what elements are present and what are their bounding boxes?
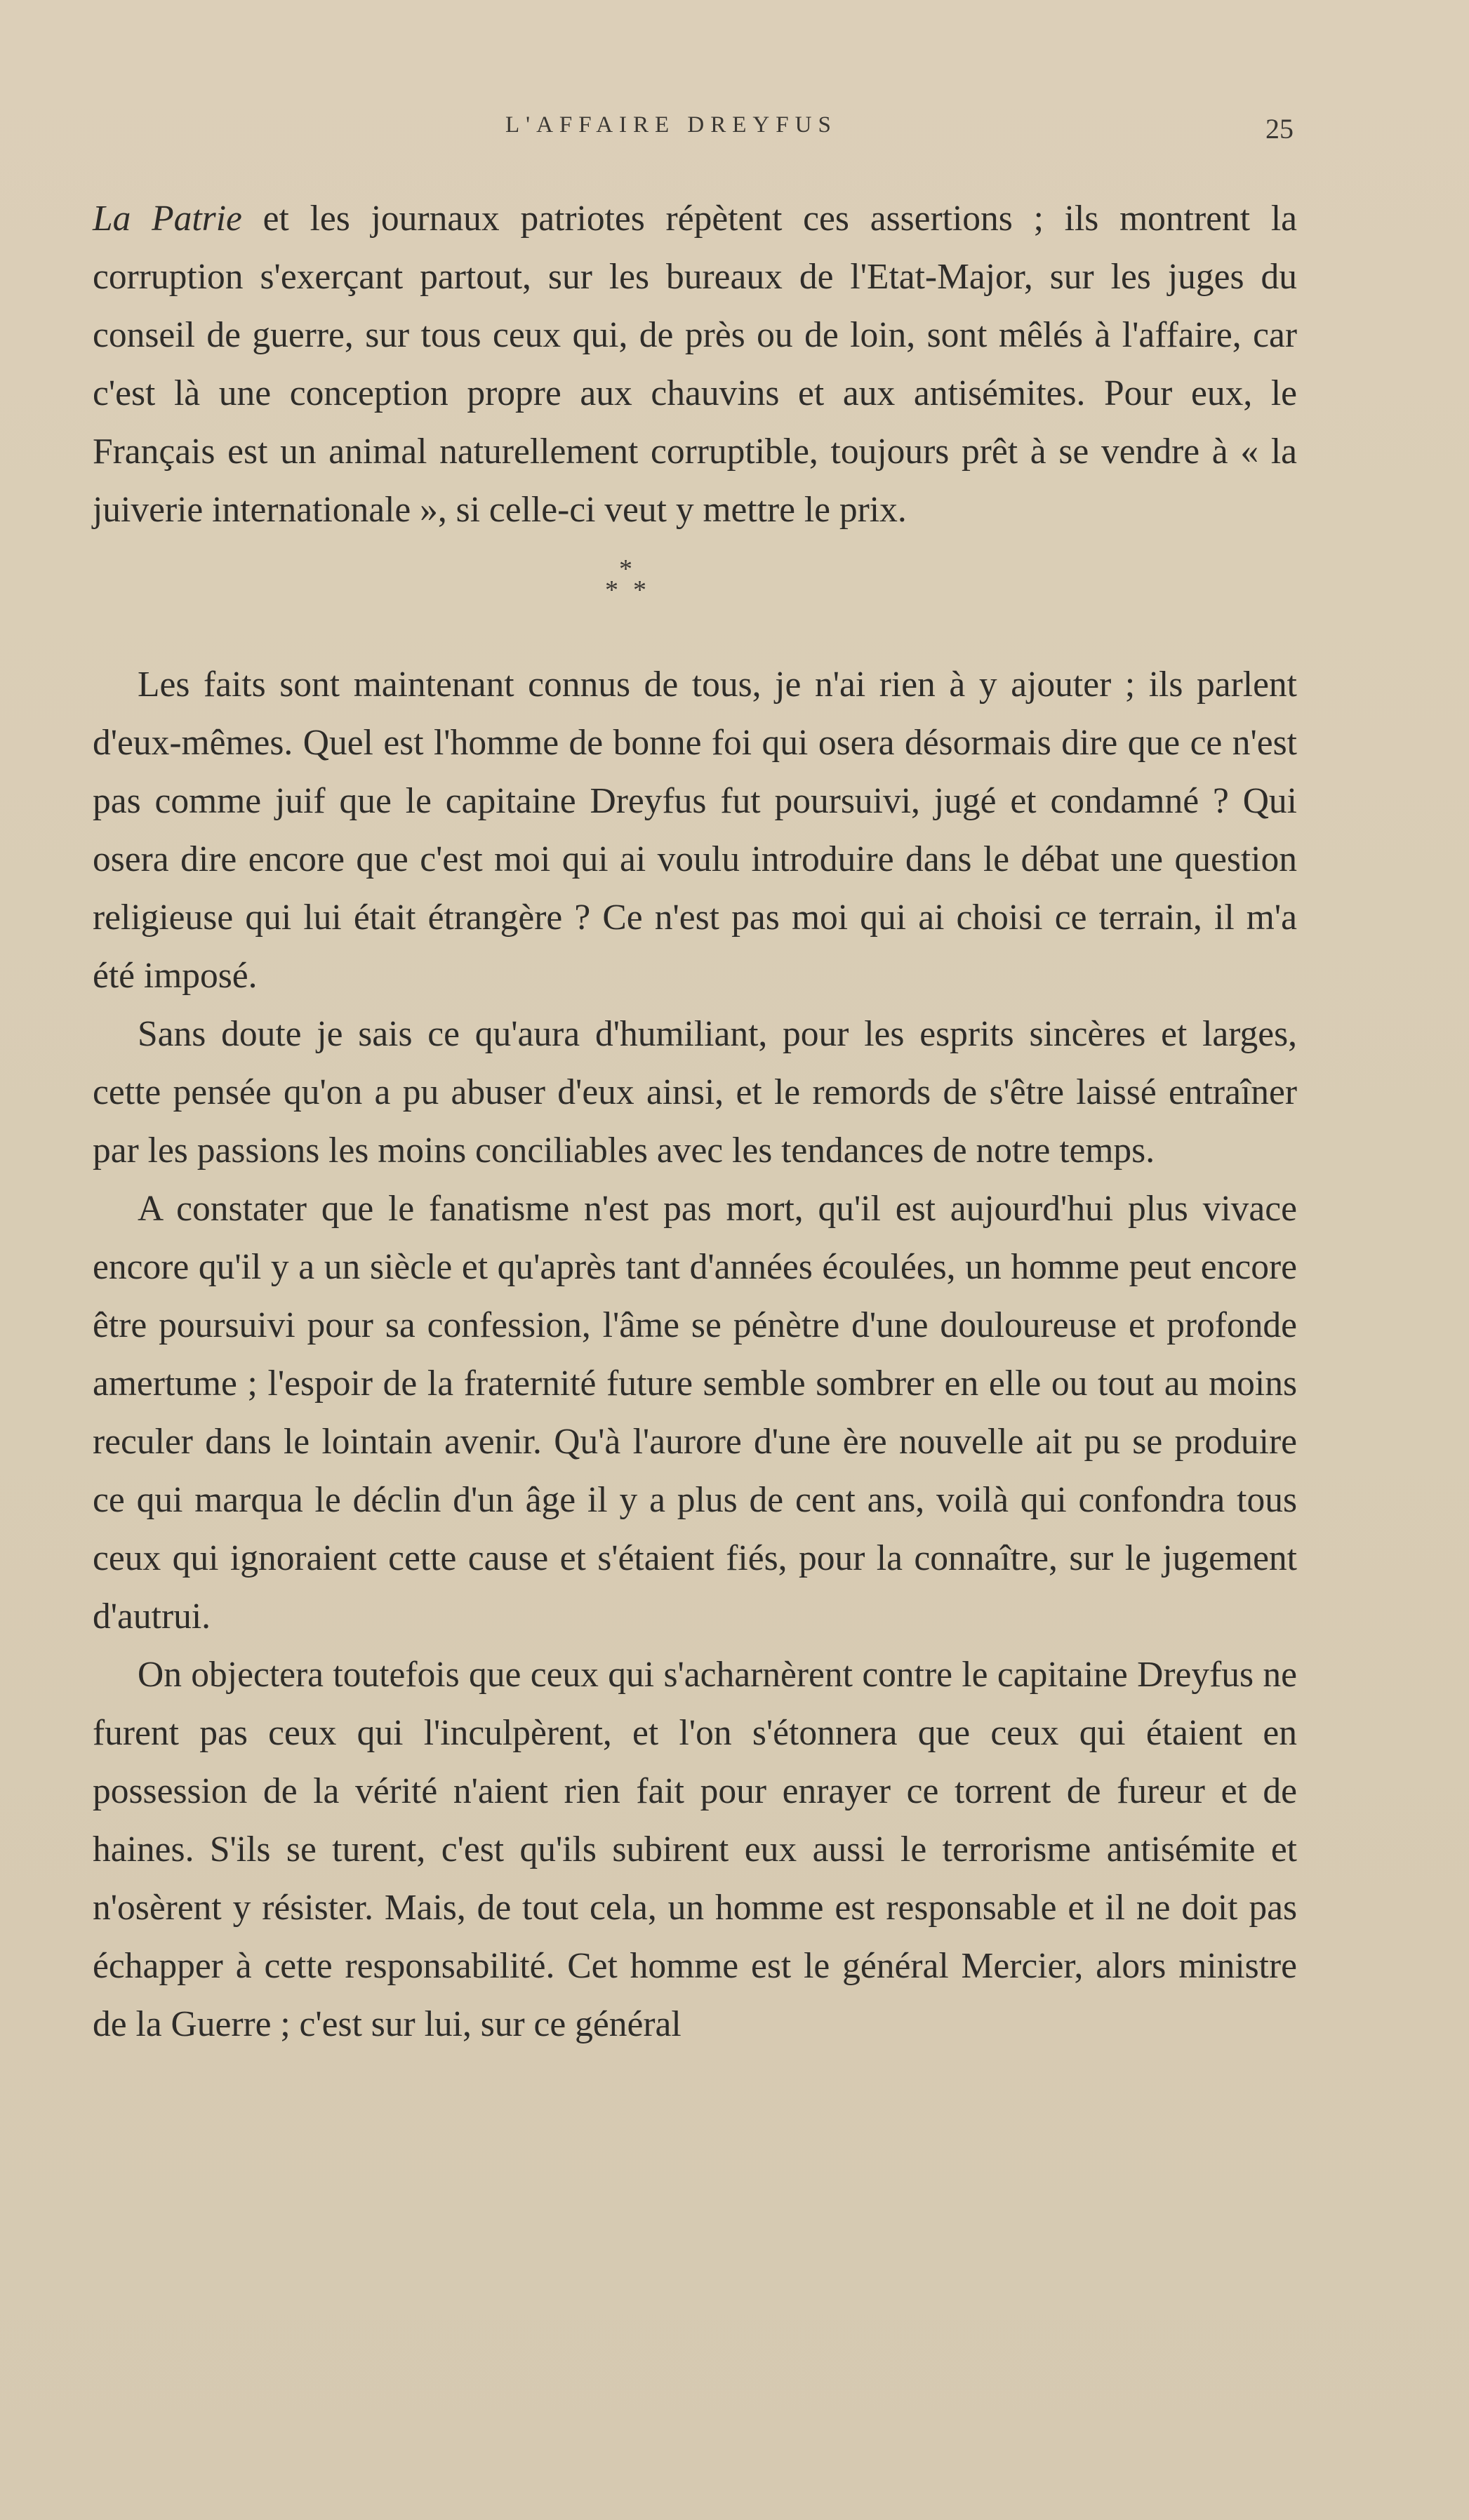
asterism-star-left: * <box>605 575 618 605</box>
paragraph-3: Sans doute je sais ce qu'aura d'humiliant, pour les esprits sincères et larges, cette pensée qu'on a pu abuser d'eux ainsi, et le remords de s'être laissé entraîner par les passions les moins conciliables avec les tendances de notre temps. <box>93 1014 1297 1171</box>
paragraph-2: Les faits sont maintenant connus de tous, je n'ai rien à y ajouter ; ils parlent d'eux-mêmes. Quel est l'homme de bonne foi qui osera désormais dire que ce n'est pas comme juif que le capitaine Dreyfus fut poursuivi, jugé et condamné ? Qui osera dire encore que c'est moi qui ai voulu introduire dans le débat une question religieuse qui lui était étrangère ? Ce n'est pas moi qui ai choisi ce terrain, il m'a été imposé. <box>93 665 1297 996</box>
page-number: 25 <box>1265 113 1294 145</box>
asterism-divider <box>93 539 1297 655</box>
asterism-star-right: * <box>633 575 646 605</box>
running-title: L'AFFAIRE DREYFUS <box>505 112 837 138</box>
paragraph-4: A constater que le fanatisme n'est pas mort, qu'il est aujourd'hui plus vivace encore qu'il y a un siècle et qu'après tant d'années écoulées, un homme peut encore être poursuivi pour sa confession, l'âme se pénètre d'une douloureuse et profonde amertume ; l'espoir de la fraternité future semble sombrer en elle ou tout au moins reculer dans le lointain avenir. Qu'à l'aurore d'une ère nouvelle ait pu se produire ce qui marqua le déclin d'un âge il y a plus de cent ans, voilà qui confondra tous ceux qui ignoraient cette cause et s'étaient fiés, pour la connaître, sur le jugement d'autrui. <box>93 1189 1297 1636</box>
paragraph-1 <box>93 189 1297 539</box>
body-text <box>93 189 1297 2053</box>
paragraph-5: On objectera toutefois que ceux qui s'acharnèrent contre le capitaine Dreyfus ne furent pas ceux qui l'inculpèrent, et l'on s'étonnera que ceux qui étaient en possession de la vérité n'aient rien fait pour enrayer ce torrent de fureur et de haines. S'ils se turent, c'est qu'ils subirent eux aussi le terrorisme antisémite et n'osèrent y résister. Mais, de tout cela, un homme est responsable et il ne doit pas échapper à cette responsabilité. Cet homme est le général Mercier, alors ministre de la Guerre ; c'est sur lui, sur ce général <box>93 1655 1297 2044</box>
asterism-star-top: * <box>619 554 632 584</box>
page-header <box>0 112 1469 154</box>
paragraph-1-text: et les journaux patriotes répètent ces assertions ; ils montrent la corruption s'exerçant partout, sur les bureaux de l'Etat-Major, sur les juges du conseil de guerre, sur tous ceux qui, de près ou de loin, sont mêlés à l'affaire, car c'est là une conception propre aux chauvins et aux antisémites. Pour eux, le Français est un animal naturellement corruptible, toujours prêt à se vendre à « la juiverie internationale », si celle-ci veut y mettre le prix. <box>93 199 1297 530</box>
newspaper-title: La Patrie <box>93 199 242 239</box>
